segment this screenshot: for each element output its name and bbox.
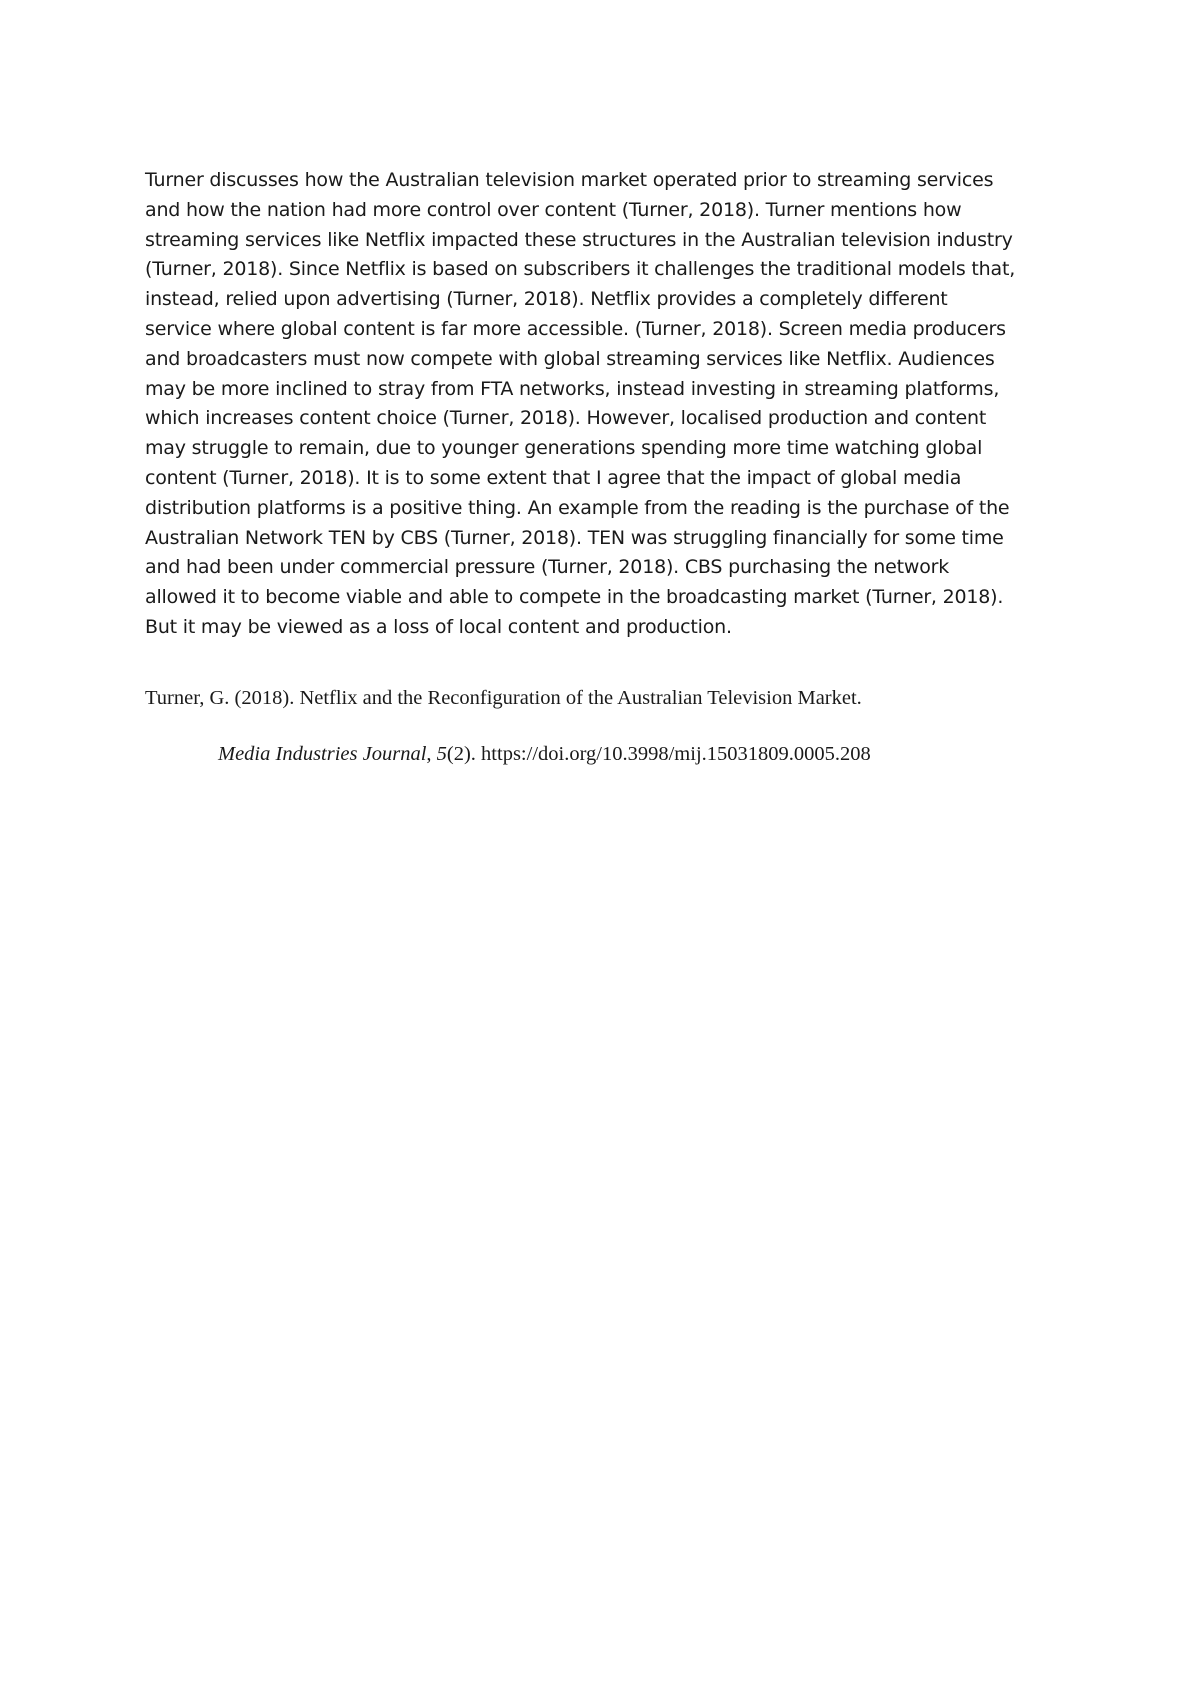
paragraph-line: Australian Network TEN by CBS (Turner, 2018). TEN was struggling financially for some time	[145, 526, 1004, 549]
paragraph-line: Turner discusses how the Australian television market operated prior to streaming services	[145, 169, 994, 191]
paragraph-line: But it may be viewed as a loss of local content and production.	[145, 615, 732, 638]
paragraph-line: may struggle to remain, due to younger generations spending more time watching global	[145, 437, 983, 460]
paragraph-line: and had been under commercial pressure (Turner, 2018). CBS purchasing the network	[145, 556, 950, 579]
reference-doi: (2). https://doi.org/10.3998/mij.15031809.0005.208	[446, 743, 871, 765]
paragraph-line: may be more inclined to stray from FTA networks, instead investing in streaming platforms,	[145, 377, 1000, 400]
paragraph-line: which increases content choice (Turner, 2018). However, localised production and content	[145, 407, 987, 430]
body-paragraph	[145, 166, 1085, 643]
paragraph-line: (Turner, 2018). Since Netflix is based on subscribers it challenges the traditional models that,	[145, 258, 1016, 281]
journal-volume: 5	[436, 743, 447, 765]
journal-title: Media Industries Journal	[218, 743, 427, 765]
reference-separator: ,	[426, 743, 437, 765]
paragraph-line: allowed it to become viable and able to compete in the broadcasting market (Turner, 2018).	[145, 586, 1004, 609]
paragraph-line: content (Turner, 2018). It is to some extent that I agree that the impact of global media	[145, 466, 962, 489]
reference-line-hanging	[145, 742, 1145, 766]
paragraph-line: streaming services like Netflix impacted these structures in the Australian television industry	[145, 228, 1013, 251]
paragraph-line: distribution platforms is a positive thing. An example from the reading is the purchase of the	[145, 496, 1010, 519]
reference-line: Turner, G. (2018). Netflix and the Reconfiguration of the Australian Television Market.	[145, 687, 862, 709]
reference-entry	[145, 686, 1145, 766]
paragraph-line: instead, relied upon advertising (Turner, 2018). Netflix provides a completely different	[145, 288, 948, 311]
paragraph-line: and how the nation had more control over content (Turner, 2018). Turner mentions how	[145, 198, 962, 221]
paragraph-line: and broadcasters must now compete with global streaming services like Netflix. Audiences	[145, 347, 995, 370]
paragraph-line: service where global content is far more accessible. (Turner, 2018). Screen media producers	[145, 317, 1006, 340]
